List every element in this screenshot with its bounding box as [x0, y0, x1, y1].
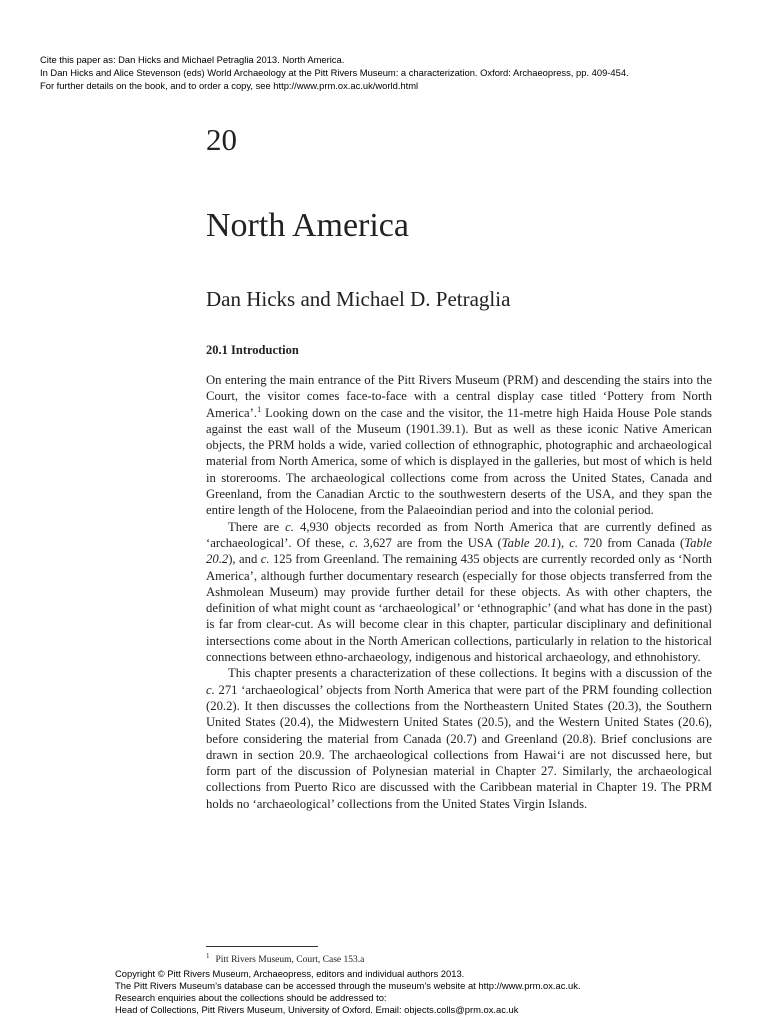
- paragraph: This chapter presents a characterization of these collections. It begins with a discussion of the c. 271 ‘archaeological’ objects from North America that were part of the PRM founding collection (20.2). It then discusses the collections from the Northeastern United States (20.3), the Southern United States (20.4), the Midwestern United States (20.5), and the Western United States (20.6), before considering the material from Canada (20.7) and Greenland (20.8). Brief conclusions are drawn in section 20.9. The archaeological collections from Hawai‘i are not discussed here, but form part of the discussion of Polynesian material in Chapter 27. Similarly, the archaeological collections from Puerto Rico are discussed with the Caribbean material in Chapter 19. The PRM holds no ‘archaeological’ collections from the United States Virgin Islands.: [206, 666, 712, 811]
- citation-line: In Dan Hicks and Alice Stevenson (eds) World Archaeology at the Pitt Rivers Museum: a characterization. Oxford: Archaeopress, pp. 409-454.: [40, 67, 629, 78]
- table-reference: Table 20.2: [206, 535, 713, 567]
- section-heading: 20.1 Introduction: [206, 343, 299, 357]
- citation-block: [40, 53, 760, 92]
- chapter-authors: Dan Hicks and Michael D. Petraglia: [206, 287, 511, 311]
- copyright-block: [115, 968, 755, 1016]
- paragraph: On entering the main entrance of the Pitt Rivers Museum (PRM) and descending the stairs into the Court, the visitor comes face-to-face with a central display case titled ‘Pottery from North America’.$^1$ Looking down on the case and the visitor, the 11-metre high Haida House Pole stands against the east wall of the Museum (1901.39.1). But as well as these iconic Native American objects, the PRM holds a wide, varied collection of ethnographic, photographic and archaeological material from North America, some of which is displayed in the galleries, but most of which is held in storerooms. The archaeological collections come from across the United States, Canada and Greenland, from the Canadian Arctic to the southwestern deserts of the USA, and they span the entire length of the Holocene, from the Palaeoindian period and into the colonial period.: [206, 373, 712, 518]
- paragraph: There are c. 4,930 objects recorded as from North America that are currently defined as ‘archaeological’. Of these, c. 3,627 are from the USA (Table 20.1), c. 720 from Canada (Table 20.2), and c. 125 from Greenland. The remaining 435 objects are currently recorded only as ‘North America’, although further documentary research (especially for those objects transferred from the Ashmolean Museum) may provide further detail for these objects. As with other chapters, the definition of what might count as ‘archaeological’ or ‘ethnographic’ (and what has done in the past) is far from clear-cut. As will become clear in this chapter, particular disciplinary and definitional intersections come about in the North American collections, particularly in relation to the historical connections between ethno-archaeology, indigenous and historical archaeology, and ethnohistory.: [206, 519, 713, 665]
- footnote: [206, 950, 364, 966]
- footnote-reference: 1: [257, 404, 262, 414]
- body-text: [206, 372, 712, 812]
- footnote-text: Pitt Rivers Museum, Court, Case 153.a: [215, 955, 365, 966]
- citation-line: For further details on the book, and to order a copy, see http://www.prm.ox.ac.uk/world.html: [40, 80, 419, 91]
- chapter-number: 20: [206, 122, 237, 157]
- citation-line: Cite this paper as: Dan Hicks and Michael Petraglia 2013. North America.: [40, 54, 345, 65]
- chapter-title: North America: [206, 207, 409, 244]
- copyright-line: Copyright © Pitt Rivers Museum, Archaeopress, editors and individual authors 2013.: [115, 968, 465, 979]
- footnote-divider: [206, 946, 318, 947]
- footnote-marker: 1: [206, 952, 210, 960]
- table-reference: Table 20.1: [501, 535, 557, 550]
- copyright-line: Head of Collections, Pitt Rivers Museum, University of Oxford. Email: objects.colls@prm.ox.ac.uk: [115, 1004, 519, 1015]
- copyright-line: Research enquiries about the collections should be addressed to:: [115, 992, 387, 1003]
- copyright-line: The Pitt Rivers Museum’s database can be accessed through the museum’s website at http://www.prm.ox.ac.uk.: [115, 980, 581, 991]
